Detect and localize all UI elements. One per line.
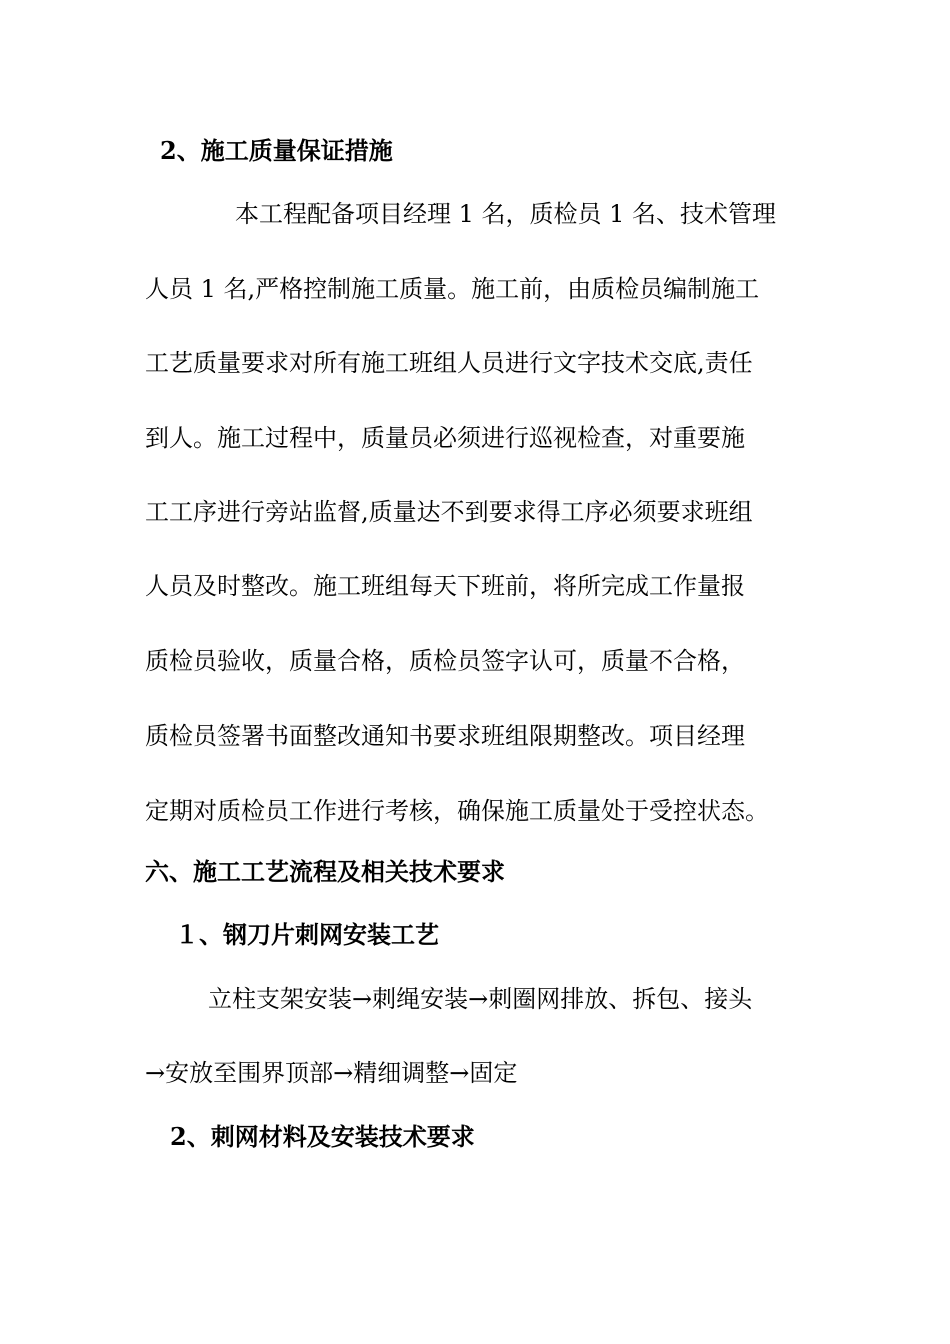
process-flow-line: 立柱支架安装→刺绳安装→刺圈网排放、拆包、接头 [208, 985, 753, 1013]
section-heading-process: 六、施工工艺流程及相关技术要求 [145, 857, 505, 886]
paragraph-line: 定期对质检员工作进行考核，确保施工质量处于受控状态。 [145, 797, 769, 825]
paragraph-line: 到人。施工过程中，质量员必须进行巡视检查，对重要施 [145, 424, 745, 452]
paragraph-line: 人员及时整改。施工班组每天下班前，将所完成工作量报 [145, 572, 745, 600]
paragraph-line: 人员 1 名,严格控制施工质量。施工前，由质检员编制施工 [145, 275, 760, 303]
paragraph-line: 工艺质量要求对所有施工班组人员进行文字技术交底,责任 [145, 349, 753, 377]
subsection-heading-materials: 2、刺网材料及安装技术要求 [170, 1122, 475, 1151]
paragraph-line: 工工序进行旁站监督,质量达不到要求得工序必须要求班组 [145, 498, 753, 526]
section-heading-quality-assurance: 2、施工质量保证措施 [160, 136, 393, 165]
process-flow-line: →安放至围界顶部→精细调整→固定 [145, 1059, 518, 1087]
paragraph-line: 质检员签署书面整改通知书要求班组限期整改。项目经理 [145, 722, 745, 750]
paragraph-line: 本工程配备项目经理 1 名，质检员 1 名、技术管理 [235, 200, 777, 228]
paragraph-line: 质检员验收，质量合格，质检员签字认可，质量不合格， [145, 647, 745, 675]
subsection-heading-installation: １、钢刀片刺网安装工艺 [175, 920, 439, 949]
